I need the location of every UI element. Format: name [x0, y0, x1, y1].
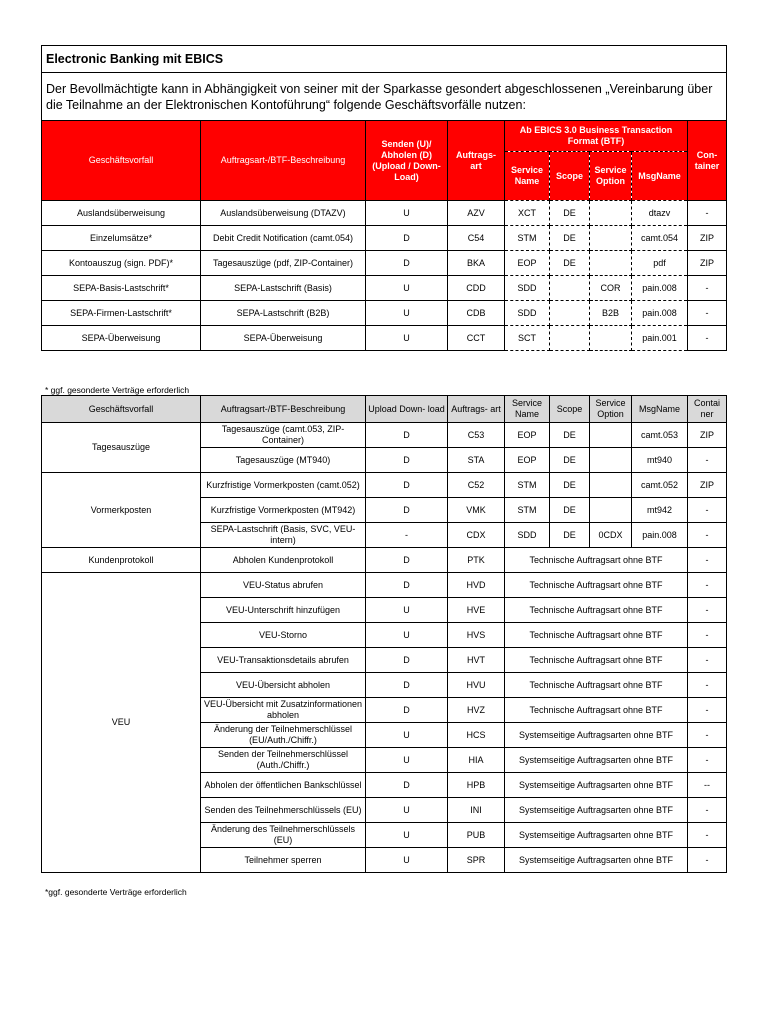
- beschreibung-cell: Tagesauszüge (MT940): [201, 448, 366, 473]
- msgname-cell: pain.008: [632, 523, 688, 548]
- btf-merged-cell: Systemseitige Auftragsarten ohne BTF: [505, 748, 688, 773]
- scope-cell: [550, 301, 590, 326]
- beschreibung-cell: Tagesauszüge (camt.053, ZIP-Container): [201, 423, 366, 448]
- scope-cell: DE: [550, 201, 590, 226]
- updown-cell: D: [366, 251, 448, 276]
- group-tagesauszuege: Tagesauszüge: [42, 423, 201, 473]
- updown-cell: U: [366, 848, 448, 873]
- updown-cell: D: [366, 698, 448, 723]
- beschreibung-cell: Teilnehmer sperren: [201, 848, 366, 873]
- beschreibung-cell: SEPA-Lastschrift (Basis, SVC, VEU-intern): [201, 523, 366, 548]
- updown-cell: D: [366, 448, 448, 473]
- msgname-cell: camt.053: [632, 423, 688, 448]
- group-vormerkposten: Vormerkposten: [42, 473, 201, 548]
- beschreibung-cell: Kurzfristige Vormerkposten (camt.052): [201, 473, 366, 498]
- container-cell: -: [688, 623, 727, 648]
- service-name-cell: SDD: [505, 301, 550, 326]
- updown-cell: D: [366, 573, 448, 598]
- scope-cell: DE: [550, 523, 590, 548]
- auftragsart-cell: CDX: [448, 523, 505, 548]
- container-cell: -: [688, 648, 727, 673]
- service-option-cell: [590, 423, 632, 448]
- col2-upload: Upload Down- load: [366, 396, 448, 423]
- beschreibung-cell: Debit Credit Notification (camt.054): [201, 226, 366, 251]
- service-option-cell: [590, 201, 632, 226]
- service-option-cell: [590, 226, 632, 251]
- updown-cell: D: [366, 498, 448, 523]
- service-option-cell: [590, 448, 632, 473]
- btf-merged-cell: Systemseitige Auftragsarten ohne BTF: [505, 773, 688, 798]
- beschreibung-cell: Abholen Kundenprotokoll: [201, 548, 366, 573]
- auftragsart-cell: HVS: [448, 623, 505, 648]
- beschreibung-cell: SEPA-Lastschrift (B2B): [201, 301, 366, 326]
- btf-merged-cell: Systemseitige Auftragsarten ohne BTF: [505, 823, 688, 848]
- container-cell: -: [688, 723, 727, 748]
- beschreibung-cell: SEPA-Überweisung: [201, 326, 366, 351]
- table-row: [42, 301, 727, 326]
- auftragsart-cell: AZV: [448, 201, 505, 226]
- service-option-cell: 0CDX: [590, 523, 632, 548]
- container-cell: -: [688, 326, 727, 351]
- service-name-cell: EOP: [505, 448, 550, 473]
- beschreibung-cell: VEU-Übersicht mit Zusatzinformationen abholen: [201, 698, 366, 723]
- beschreibung-cell: Auslandsüberweisung (DTAZV): [201, 201, 366, 226]
- updown-cell: U: [366, 748, 448, 773]
- msgname-cell: mt942: [632, 498, 688, 523]
- service-option-cell: [590, 251, 632, 276]
- btf-merged-cell: Technische Auftragsart ohne BTF: [505, 598, 688, 623]
- auftragsart-cell: HVE: [448, 598, 505, 623]
- table-row: [42, 326, 727, 351]
- auftragsart-cell: PTK: [448, 548, 505, 573]
- container-cell: -: [688, 823, 727, 848]
- col2-service-name: Service Name: [505, 396, 550, 423]
- auftragsart-cell: HVD: [448, 573, 505, 598]
- msgname-cell: pain.008: [632, 301, 688, 326]
- updown-cell: U: [366, 723, 448, 748]
- container-cell: -: [688, 698, 727, 723]
- updown-cell: D: [366, 226, 448, 251]
- container-cell: -: [688, 748, 727, 773]
- service-name-cell: XCT: [505, 201, 550, 226]
- updown-cell: U: [366, 301, 448, 326]
- beschreibung-cell: Änderung des Teilnehmerschlüssels (EU): [201, 823, 366, 848]
- container-cell: ZIP: [688, 226, 727, 251]
- updown-cell: D: [366, 773, 448, 798]
- col-geschaeftsvorfall: Geschäftsvorfall: [42, 121, 201, 201]
- document-title: Electronic Banking mit EBICS: [42, 46, 727, 73]
- service-name-cell: SCT: [505, 326, 550, 351]
- order-types-table: [41, 395, 727, 873]
- auftragsart-cell: HVT: [448, 648, 505, 673]
- updown-cell: U: [366, 823, 448, 848]
- auftragsart-cell: VMK: [448, 498, 505, 523]
- container-cell: -: [688, 201, 727, 226]
- updown-cell: D: [366, 423, 448, 448]
- updown-cell: U: [366, 201, 448, 226]
- scope-cell: DE: [550, 473, 590, 498]
- col2-auftragsart: Auftrags- art: [448, 396, 505, 423]
- beschreibung-cell: Abholen der öffentlichen Bankschlüssel: [201, 773, 366, 798]
- table-row: [42, 548, 727, 573]
- auftragsart-cell: INI: [448, 798, 505, 823]
- btf-merged-cell: Technische Auftragsart ohne BTF: [505, 673, 688, 698]
- col-container: Con- tainer: [688, 121, 727, 201]
- intro-text: Der Bevollmächtigte kann in Abhängigkeit von seiner mit der Sparkasse gesondert abgeschlossenen „Vereinbarung über die Teilnahme an der Elektronischen Kontoführung“ folgende Geschäftsvorfälle nutzen:: [42, 73, 727, 121]
- msgname-cell: camt.052: [632, 473, 688, 498]
- msgname-cell: camt.054: [632, 226, 688, 251]
- service-option-cell: COR: [590, 276, 632, 301]
- scope-cell: DE: [550, 448, 590, 473]
- scope-cell: [550, 326, 590, 351]
- msgname-cell: mt940: [632, 448, 688, 473]
- container-cell: -: [688, 598, 727, 623]
- col2-scope: Scope: [550, 396, 590, 423]
- container-cell: ZIP: [688, 251, 727, 276]
- auftragsart-cell: CCT: [448, 326, 505, 351]
- beschreibung-cell: Änderung der Teilnehmerschlüssel (EU/Auth./Chiffr.): [201, 723, 366, 748]
- msgname-cell: dtazv: [632, 201, 688, 226]
- col-beschreibung: Auftragsart-/BTF-Beschreibung: [201, 121, 366, 201]
- container-cell: ZIP: [688, 473, 727, 498]
- container-cell: --: [688, 773, 727, 798]
- col-scope: Scope: [550, 152, 590, 201]
- service-name-cell: SDD: [505, 523, 550, 548]
- container-cell: -: [688, 573, 727, 598]
- btf-merged-cell: Technische Auftragsart ohne BTF: [505, 698, 688, 723]
- updown-cell: U: [366, 326, 448, 351]
- msgname-cell: pdf: [632, 251, 688, 276]
- auftragsart-cell: HVU: [448, 673, 505, 698]
- col2-geschaeftsvorfall: Geschäftsvorfall: [42, 396, 201, 423]
- service-option-cell: [590, 498, 632, 523]
- service-option-cell: B2B: [590, 301, 632, 326]
- beschreibung-cell: SEPA-Lastschrift (Basis): [201, 276, 366, 301]
- footnote-table2: *ggf. gesonderte Verträge erforderlich: [45, 887, 187, 897]
- updown-cell: U: [366, 798, 448, 823]
- btf-merged-cell: Systemseitige Auftragsarten ohne BTF: [505, 723, 688, 748]
- scope-cell: DE: [550, 498, 590, 523]
- container-cell: -: [688, 498, 727, 523]
- table-row: [42, 251, 727, 276]
- group-veu: VEU: [42, 573, 201, 873]
- auftragsart-cell: PUB: [448, 823, 505, 848]
- group-kundenprotokoll: Kundenprotokoll: [42, 548, 201, 573]
- col-service-option: Service Option: [590, 152, 632, 201]
- container-cell: -: [688, 673, 727, 698]
- auftragsart-cell: HIA: [448, 748, 505, 773]
- btf-merged-cell: Technische Auftragsart ohne BTF: [505, 573, 688, 598]
- scope-cell: DE: [550, 226, 590, 251]
- container-cell: -: [688, 448, 727, 473]
- updown-cell: -: [366, 523, 448, 548]
- beschreibung-cell: VEU-Unterschrift hinzufügen: [201, 598, 366, 623]
- vorfall-cell: Kontoauszug (sign. PDF)*: [42, 251, 201, 276]
- container-cell: -: [688, 848, 727, 873]
- beschreibung-cell: Senden des Teilnehmerschlüssels (EU): [201, 798, 366, 823]
- updown-cell: D: [366, 548, 448, 573]
- auftragsart-cell: SPR: [448, 848, 505, 873]
- col2-service-option: Service Option: [590, 396, 632, 423]
- vorfall-cell: Auslandsüberweisung: [42, 201, 201, 226]
- service-name-cell: SDD: [505, 276, 550, 301]
- table-row: [42, 201, 727, 226]
- msgname-cell: pain.008: [632, 276, 688, 301]
- scope-cell: DE: [550, 423, 590, 448]
- auftragsart-cell: HCS: [448, 723, 505, 748]
- container-cell: -: [688, 276, 727, 301]
- service-option-cell: [590, 326, 632, 351]
- auftragsart-cell: C52: [448, 473, 505, 498]
- table-row: [42, 226, 727, 251]
- auftragsart-cell: HPB: [448, 773, 505, 798]
- beschreibung-cell: VEU-Übersicht abholen: [201, 673, 366, 698]
- auftragsart-cell: STA: [448, 448, 505, 473]
- beschreibung-cell: Kurzfristige Vormerkposten (MT942): [201, 498, 366, 523]
- table-row: [42, 423, 727, 448]
- footnote-table1: * ggf. gesonderte Verträge erforderlich: [45, 385, 190, 395]
- beschreibung-cell: Senden der Teilnehmerschlüssel (Auth./Chiffr.): [201, 748, 366, 773]
- beschreibung-cell: VEU-Transaktionsdetails abrufen: [201, 648, 366, 673]
- service-option-cell: [590, 473, 632, 498]
- service-name-cell: EOP: [505, 423, 550, 448]
- updown-cell: U: [366, 598, 448, 623]
- btf-merged-cell: Technische Auftragsart ohne BTF: [505, 648, 688, 673]
- container-cell: -: [688, 548, 727, 573]
- btf-merged-cell: Systemseitige Auftragsarten ohne BTF: [505, 798, 688, 823]
- service-name-cell: STM: [505, 498, 550, 523]
- msgname-cell: pain.001: [632, 326, 688, 351]
- btf-merged-cell: Technische Auftragsart ohne BTF: [505, 623, 688, 648]
- auftragsart-cell: C53: [448, 423, 505, 448]
- container-cell: -: [688, 523, 727, 548]
- updown-cell: D: [366, 648, 448, 673]
- container-cell: -: [688, 301, 727, 326]
- vorfall-cell: Einzelumsätze*: [42, 226, 201, 251]
- beschreibung-cell: VEU-Storno: [201, 623, 366, 648]
- service-name-cell: EOP: [505, 251, 550, 276]
- ebics-main-table: [41, 45, 727, 351]
- col2-beschreibung: Auftragsart-/BTF-Beschreibung: [201, 396, 366, 423]
- col-msgname: MsgName: [632, 152, 688, 201]
- updown-cell: D: [366, 673, 448, 698]
- col-auftragsart: Auftrags- art: [448, 121, 505, 201]
- table-row: [42, 573, 727, 598]
- vorfall-cell: SEPA-Überweisung: [42, 326, 201, 351]
- btf-merged-cell: Technische Auftragsart ohne BTF: [505, 548, 688, 573]
- vorfall-cell: SEPA-Basis-Lastschrift*: [42, 276, 201, 301]
- auftragsart-cell: BKA: [448, 251, 505, 276]
- updown-cell: D: [366, 473, 448, 498]
- scope-cell: DE: [550, 251, 590, 276]
- container-cell: ZIP: [688, 423, 727, 448]
- auftragsart-cell: C54: [448, 226, 505, 251]
- col-senden: Senden (U)/ Abholen (D) (Upload / Down- Load): [366, 121, 448, 201]
- scope-cell: [550, 276, 590, 301]
- container-cell: -: [688, 798, 727, 823]
- col2-msgname: MsgName: [632, 396, 688, 423]
- btf-merged-cell: Systemseitige Auftragsarten ohne BTF: [505, 848, 688, 873]
- auftragsart-cell: CDD: [448, 276, 505, 301]
- col-service-name: Service Name: [505, 152, 550, 201]
- updown-cell: U: [366, 623, 448, 648]
- col-btf-group: Ab EBICS 3.0 Business Transaction Format (BTF): [505, 121, 688, 152]
- col2-container: Contai ner: [688, 396, 727, 423]
- beschreibung-cell: Tagesauszüge (pdf, ZIP-Container): [201, 251, 366, 276]
- auftragsart-cell: HVZ: [448, 698, 505, 723]
- vorfall-cell: SEPA-Firmen-Lastschrift*: [42, 301, 201, 326]
- service-name-cell: STM: [505, 226, 550, 251]
- table-row: [42, 473, 727, 498]
- updown-cell: U: [366, 276, 448, 301]
- service-name-cell: STM: [505, 473, 550, 498]
- table-row: [42, 276, 727, 301]
- beschreibung-cell: VEU-Status abrufen: [201, 573, 366, 598]
- auftragsart-cell: CDB: [448, 301, 505, 326]
